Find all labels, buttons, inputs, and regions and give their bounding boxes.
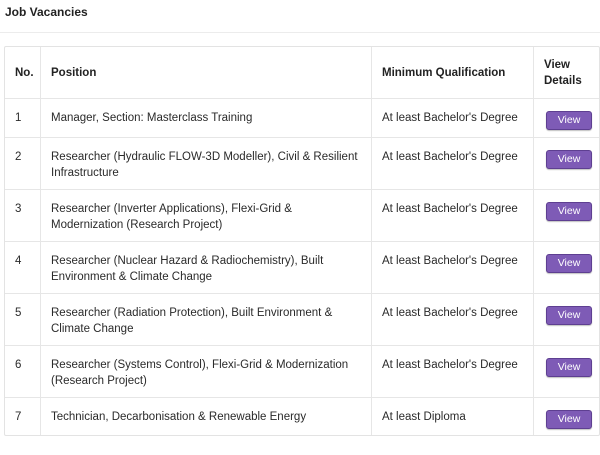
title-divider (0, 32, 600, 33)
row-qualification: At least Bachelor's Degree (372, 346, 534, 398)
row-number: 6 (5, 346, 41, 398)
view-button[interactable]: View (546, 150, 592, 169)
view-button[interactable]: View (546, 254, 592, 273)
row-qualification: At least Diploma (372, 398, 534, 435)
view-button[interactable]: View (546, 202, 592, 221)
view-button[interactable]: View (546, 306, 592, 325)
row-qualification: At least Bachelor's Degree (372, 138, 534, 190)
vacancies-table (5, 47, 599, 435)
row-number: 1 (5, 99, 41, 138)
row-qualification: At least Bachelor's Degree (372, 242, 534, 294)
row-number: 3 (5, 190, 41, 242)
table-row (5, 294, 599, 346)
row-number: 2 (5, 138, 41, 190)
view-button[interactable]: View (546, 410, 592, 429)
row-qualification: At least Bachelor's Degree (372, 294, 534, 346)
table-row (5, 398, 599, 435)
table-row (5, 190, 599, 242)
view-button[interactable]: View (546, 358, 592, 377)
table-row (5, 138, 599, 190)
view-button[interactable]: View (546, 111, 592, 130)
row-position: Researcher (Systems Control), Flexi-Grid & Modernization (Research Project) (41, 346, 372, 398)
row-position: Researcher (Hydraulic FLOW-3D Modeller), Civil & Resilient Infrastructure (41, 138, 372, 190)
table-header-row (5, 47, 599, 99)
row-position: Researcher (Radiation Protection), Built Environment & Climate Change (41, 294, 372, 346)
row-number: 7 (5, 398, 41, 435)
row-position: Technician, Decarbonisation & Renewable Energy (41, 398, 372, 435)
row-position: Researcher (Inverter Applications), Flexi-Grid & Modernization (Research Project) (41, 190, 372, 242)
row-qualification: At least Bachelor's Degree (372, 190, 534, 242)
table-row (5, 346, 599, 398)
vacancies-table-container (4, 46, 600, 436)
row-number: 4 (5, 242, 41, 294)
header-no: No. (5, 47, 41, 99)
header-qualification: Minimum Qualification (372, 47, 534, 99)
row-qualification: At least Bachelor's Degree (372, 99, 534, 138)
header-view-details: View Details (534, 47, 600, 99)
row-number: 5 (5, 294, 41, 346)
table-row (5, 99, 599, 138)
row-position: Researcher (Nuclear Hazard & Radiochemistry), Built Environment & Climate Change (41, 242, 372, 294)
table-row (5, 242, 599, 294)
page-title: Job Vacancies (5, 5, 88, 19)
row-position: Manager, Section: Masterclass Training (41, 99, 372, 138)
header-position: Position (41, 47, 372, 99)
